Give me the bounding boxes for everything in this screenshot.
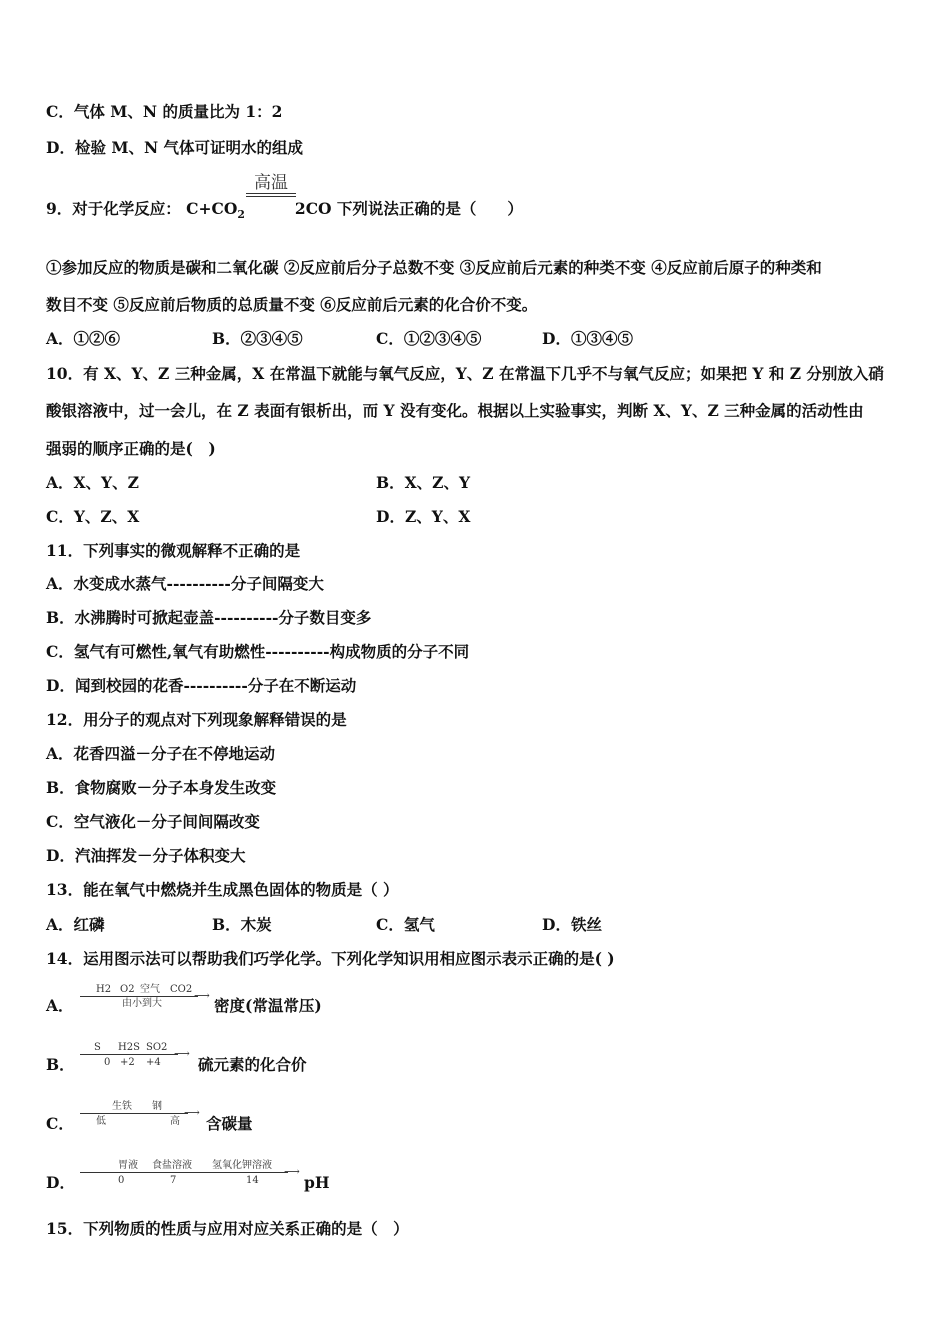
- q13-stem: 13．能在氧气中燃烧并生成黑色固体的物质是（ ）: [46, 880, 399, 899]
- q14-b-label-so2: SO2: [146, 1042, 168, 1053]
- q8-option-c: C．气体 M、N 的质量比为 1：2: [46, 102, 283, 121]
- q9-sub: 2: [237, 208, 245, 222]
- q9-prefix: 9．对于化学反应： C+CO: [46, 199, 238, 218]
- equals-bars: [246, 193, 296, 197]
- q14-b-value-0: 0: [104, 1057, 111, 1068]
- q12-stem: 12．用分子的观点对下列现象解释错误的是: [46, 710, 347, 729]
- q10-line-3: 强弱的顺序正确的是( ): [46, 439, 216, 458]
- q12-option-c: C．空气液化－分子间间隔改变: [46, 812, 260, 831]
- q13-option-a: A．红磷: [46, 915, 105, 934]
- q15-stem: 15．下列物质的性质与应用对应关系正确的是（ ）: [46, 1219, 409, 1238]
- q14-b-letter: B．: [46, 1055, 75, 1074]
- q9-statements-1: ①参加反应的物质是碳和二氧化碳 ②反应前后分子总数不变 ③反应前后元素的种类不变 ④反应前后原子的种类和: [46, 258, 822, 277]
- q14-d-diagram: ⟶ 胃液 食盐溶液 氢氧化钾溶液 0 7 14: [80, 1160, 300, 1190]
- q14-d-value-14: 14: [246, 1175, 259, 1186]
- q14-a-label-air: 空气: [140, 984, 160, 995]
- q14-a-label-o2: O2: [120, 984, 135, 995]
- q9-option-b: B．②③④⑤: [212, 329, 303, 348]
- q14-d-value-7: 7: [170, 1175, 177, 1186]
- q14-d-value-0: 0: [118, 1175, 125, 1186]
- q14-b-diagram: ⟶ S H2S SO2 0 +2 +4: [80, 1042, 190, 1072]
- q10-option-b: B．X、Z、Y: [376, 473, 471, 492]
- q14-d-label-gastric: 胃液: [118, 1160, 138, 1171]
- q14-a-letter: A．: [46, 996, 74, 1015]
- q10-line-1: 10．有 X、Y、Z 三种金属，X 在常温下就能与氧气反应，Y、Z 在常温下几乎不与氧气反应；如果把 Y 和 Z 分别放入硝: [46, 364, 884, 383]
- q14-a-label-h2: H2: [96, 984, 112, 995]
- q14-a-subtext: 由小到大: [122, 998, 162, 1009]
- q14-c-value-high: 高: [170, 1116, 180, 1127]
- q10-option-c: C．Y、Z、X: [46, 507, 140, 526]
- q9-stem: [46, 199, 910, 225]
- q14-c-value-low: 低: [96, 1116, 106, 1127]
- q9-option-c: C．①②③④⑤: [376, 329, 482, 348]
- q10-line-2: 酸银溶液中，过一会儿，在 Z 表面有银析出，而 Y 没有变化。根据以上实验事实，判断 X、Y、Z 三种金属的活动性由: [46, 401, 864, 420]
- q14-b-label-s: S: [94, 1042, 101, 1053]
- q13-option-c: C．氢气: [376, 915, 435, 934]
- q14-b-value-2: +2: [120, 1057, 135, 1068]
- q11-option-a: A．水变成水蒸气----------分子间隔变大: [46, 574, 324, 593]
- condition-label: 高温: [254, 173, 288, 193]
- q14-c-caption: 含碳量: [206, 1114, 253, 1133]
- q14-d-caption: pH: [304, 1173, 330, 1192]
- q13-option-d: D．铁丝: [542, 915, 602, 934]
- q9-option-d: D．①③④⑤: [542, 329, 633, 348]
- q14-d-label-koh: 氢氧化钾溶液: [212, 1160, 272, 1171]
- q9-statements-2: 数目不变 ⑤反应前后物质的总质量不变 ⑥反应前后元素的化合价不变。: [46, 295, 538, 314]
- q14-c-label-steel: 钢: [152, 1101, 162, 1112]
- q13-option-b: B．木炭: [212, 915, 272, 934]
- q12-option-b: B．食物腐败－分子本身发生改变: [46, 778, 277, 797]
- q14-d-letter: D．: [46, 1173, 75, 1192]
- q11-option-d: D．闻到校园的花香----------分子在不断运动: [46, 676, 357, 695]
- q14-c-diagram: ⟶ 生铁 钢 低 高: [80, 1101, 200, 1131]
- q14-a-label-co2: CO2: [170, 984, 193, 995]
- q14-c-label-pig-iron: 生铁: [112, 1101, 132, 1112]
- q14-b-label-h2s: H2S: [118, 1042, 140, 1053]
- q12-option-d: D．汽油挥发－分子体积变大: [46, 846, 246, 865]
- q12-option-a: A．花香四溢－分子在不停地运动: [46, 744, 276, 763]
- q14-b-caption: 硫元素的化合价: [198, 1055, 307, 1074]
- q9-suffix: 2CO 下列说法正确的是（ ）: [294, 199, 523, 218]
- q14-stem: 14．运用图示法可以帮助我们巧学化学。下列化学知识用相应图示表示正确的是( ): [46, 949, 615, 968]
- q14-b-value-4: +4: [146, 1057, 161, 1068]
- q9-option-a: A．①②⑥: [46, 329, 121, 348]
- q14-a-caption: 密度(常温常压): [214, 996, 322, 1015]
- q11-option-b: B．水沸腾时可掀起壶盖----------分子数目变多: [46, 608, 372, 627]
- q14-d-label-salt: 食盐溶液: [152, 1160, 192, 1171]
- q14-c-letter: C．: [46, 1114, 74, 1133]
- q10-option-d: D．Z、Y、X: [376, 507, 471, 526]
- q14-a-diagram: ⟶ H2 O2 空气 CO2 由小到大: [80, 984, 210, 1014]
- q10-option-a: A．X、Y、Z: [46, 473, 139, 492]
- q11-option-c: C．氢气有可燃性,氧气有助燃性----------构成物质的分子不同: [46, 642, 470, 661]
- reaction-condition: [246, 174, 296, 197]
- q8-option-d: D．检验 M、N 气体可证明水的组成: [46, 138, 304, 157]
- q11-stem: 11．下列事实的微观解释不正确的是: [46, 541, 301, 560]
